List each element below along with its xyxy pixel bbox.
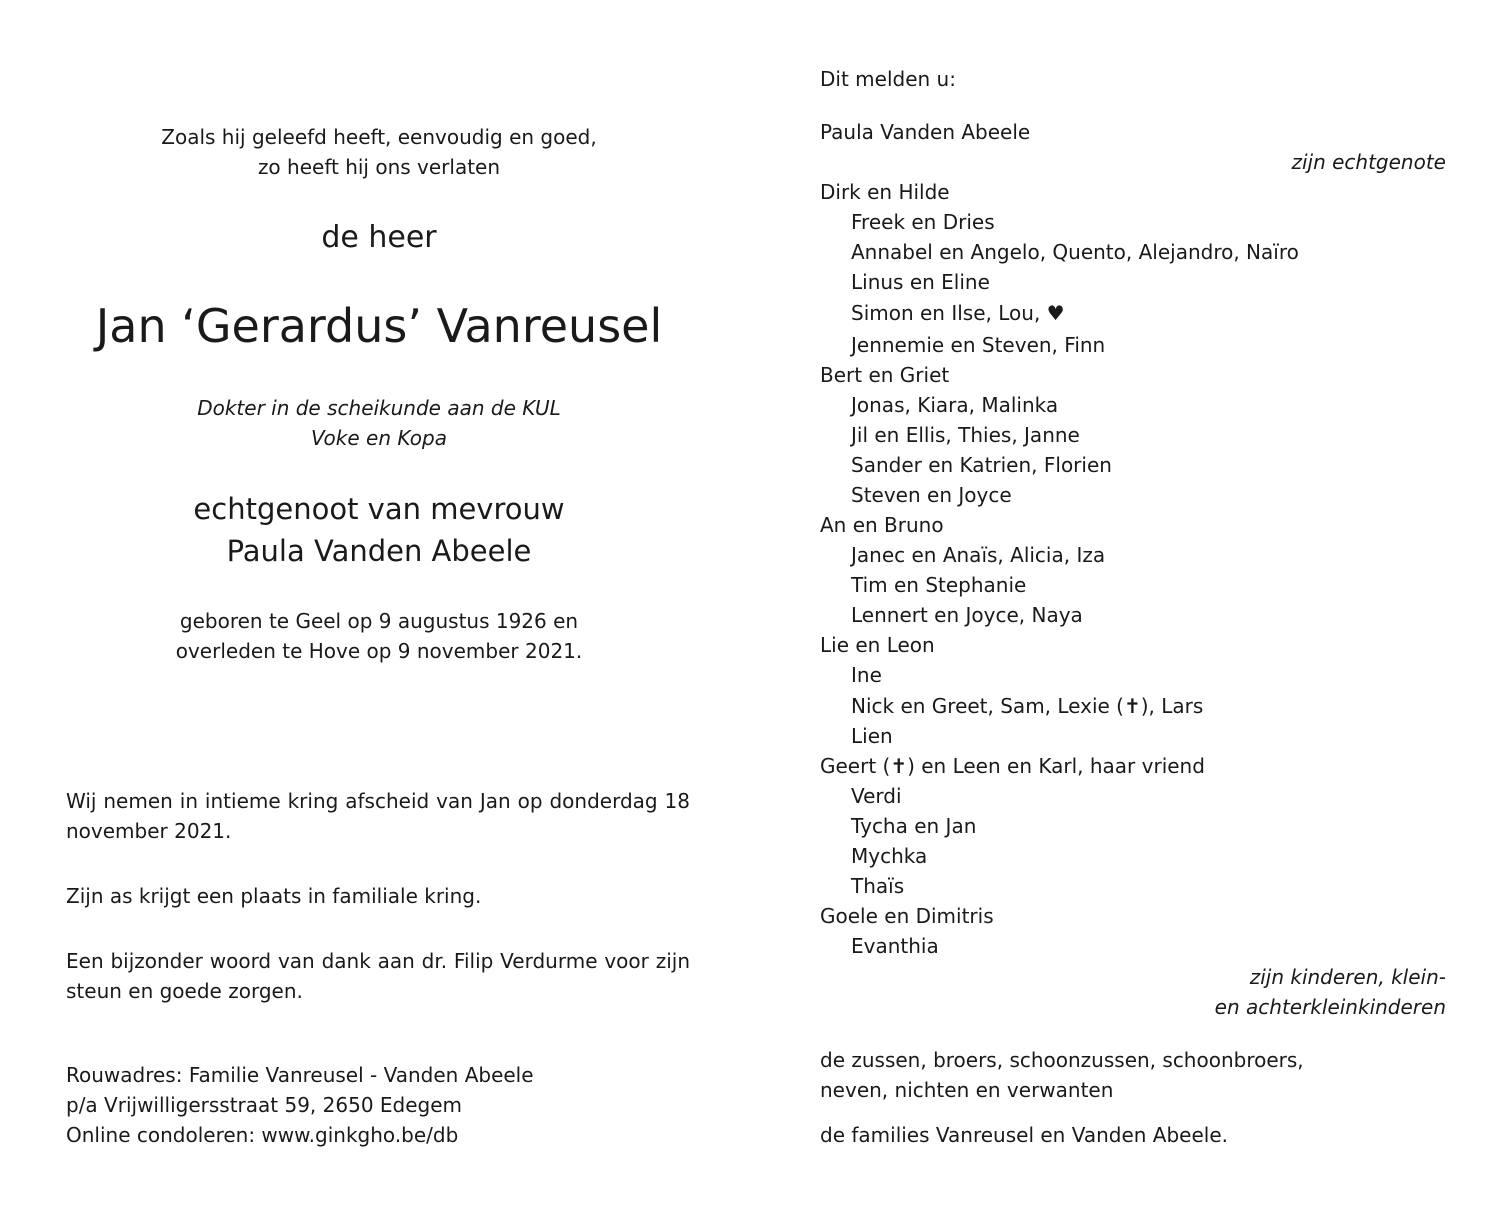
family-line: Tycha en Jan	[851, 814, 977, 838]
family-line: Jennemie en Steven, Finn	[851, 333, 1106, 357]
family-line: Linus en Eline	[851, 270, 990, 294]
descriptor-line-1: Dokter in de scheikunde aan de KUL	[197, 396, 561, 420]
ashes-text: Zijn as krijgt een plaats in familiale kring.	[66, 884, 482, 908]
family-line: Lennert en Joyce, Naya	[851, 603, 1083, 627]
family-line: Thaïs	[851, 874, 905, 898]
family-line: Geert (✝) en Leen en Karl, haar vriend	[820, 754, 1205, 778]
family-line: Tim en Stephanie	[851, 573, 1027, 597]
family-line: Simon en Ilse, Lou, ♥	[851, 301, 1065, 325]
family-line: An en Bruno	[820, 513, 944, 537]
family-line: Lie en Leon	[820, 633, 935, 657]
family-line: Lien	[851, 724, 893, 748]
siblings-line-2: neven, nichten en verwanten	[820, 1078, 1114, 1102]
address-line-1: Rouwadres: Familie Vanreusel - Vanden Abeele	[66, 1063, 534, 1087]
descriptor-line-2: Voke en Kopa	[311, 426, 447, 450]
family-line: Freek en Dries	[851, 210, 995, 234]
children-role-line-1: zijn kinderen, klein-	[1249, 965, 1446, 989]
descriptors	[66, 393, 692, 453]
deceased-name: Jan ‘Gerardus’ Vanreusel	[95, 299, 663, 353]
family-line: Evanthia	[851, 934, 939, 958]
children-role-line-2: en achterkleinkinderen	[1214, 995, 1446, 1019]
spouse-listing: Paula Vanden Abeele	[820, 120, 1031, 144]
family-line: Dirk en Hilde	[820, 180, 950, 204]
family-line: Mychka	[851, 844, 928, 868]
address-line-2: p/a Vrijwilligersstraat 59, 2650 Edegem	[66, 1093, 463, 1117]
announce-intro: Dit melden u:	[820, 67, 956, 91]
family-line: Nick en Greet, Sam, Lexie (✝), Lars	[851, 694, 1204, 718]
spouse-block	[66, 488, 692, 572]
family-line: Bert en Griet	[820, 363, 950, 387]
address-line-3: Online condoleren: www.ginkgho.be/db	[66, 1123, 459, 1147]
siblings-line-1: de zussen, broers, schoonzussen, schoonbroers,	[820, 1048, 1304, 1072]
title-prefix: de heer	[321, 220, 437, 255]
death-line: overleden te Hove op 9 november 2021.	[175, 639, 583, 663]
family-line: Jil en Ellis, Thies, Janne	[851, 423, 1080, 447]
verse-line-1: Zoals hij geleefd heeft, eenvoudig en goed,	[161, 125, 597, 149]
spouse-role: zijn echtgenote	[1291, 150, 1446, 174]
family-line: Goele en Dimitris	[820, 904, 994, 928]
families-line: de families Vanreusel en Vanden Abeele.	[820, 1123, 1228, 1147]
family-line: Steven en Joyce	[851, 483, 1012, 507]
spouse-name: Paula Vanden Abeele	[226, 534, 532, 568]
family-line: Jonas, Kiara, Malinka	[851, 393, 1059, 417]
life-dates	[66, 606, 692, 666]
family-line: Sander en Katrien, Florien	[851, 453, 1112, 477]
address-block	[66, 1060, 690, 1150]
family-line: Janec en Anaïs, Alicia, Iza	[851, 543, 1106, 567]
family-line: Verdi	[851, 784, 902, 808]
birth-line: geboren te Geel op 9 augustus 1926 en	[179, 609, 579, 633]
farewell-text: Wij nemen in intieme kring afscheid van Jan op donderdag 18 november 2021.	[66, 789, 690, 843]
family-line: Annabel en Angelo, Quento, Alejandro, Naïro	[851, 240, 1299, 264]
thanks-text: Een bijzonder woord van dank aan dr. Filip Verdurme voor zijn steun en goede zorgen.	[66, 949, 690, 1003]
spouse-intro: echtgenoot van mevrouw	[193, 492, 565, 526]
verse	[66, 122, 692, 182]
verse-line-2: zo heeft hij ons verlaten	[257, 155, 501, 179]
family-line: Ine	[851, 663, 882, 687]
